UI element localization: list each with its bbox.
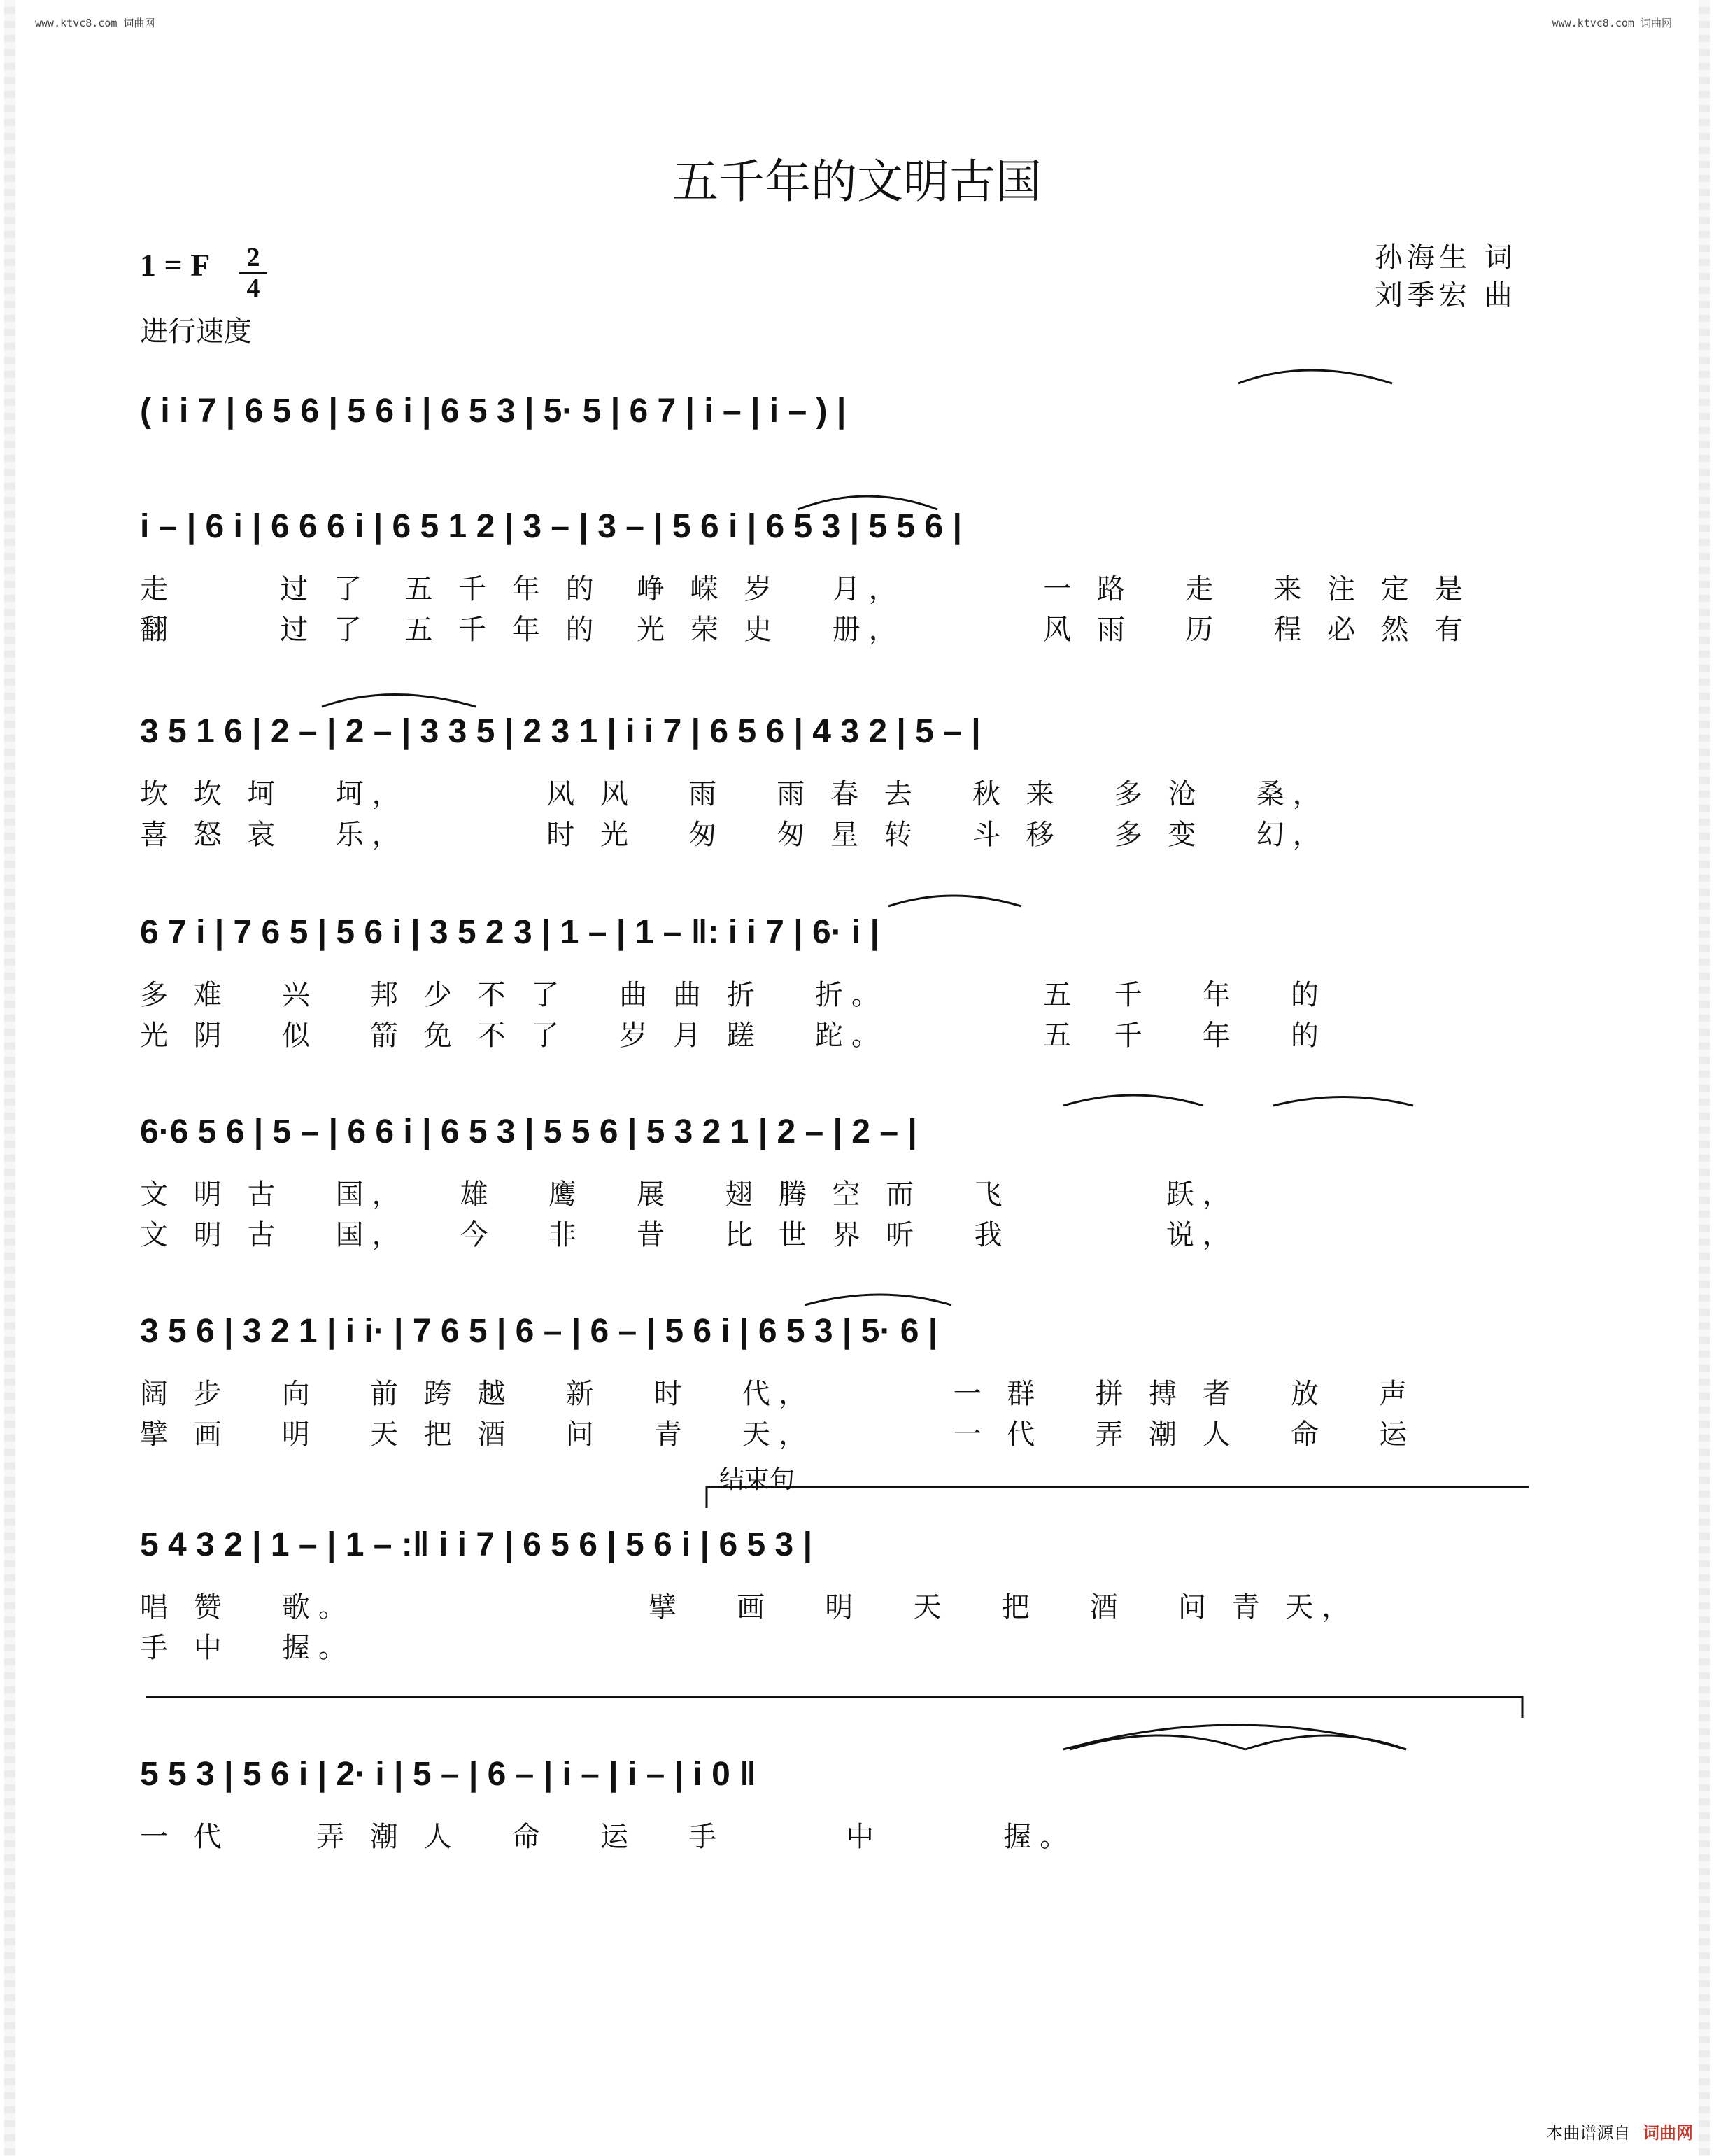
notation-line: 6 7 i | 7 6 5 | 5 6 i | 3 5 2 3 | 1 – | 1 – ‖: i i 7 | 6· i | [140, 914, 880, 951]
notation-line: 5 4 3 2 | 1 – | 1 – :‖ i i 7 | 6 5 6 | 5 6 i | 6 5 3 | [140, 1526, 813, 1563]
notation-line: 3 5 1 6 | 2 – | 2 – | 3 3 5 | 2 3 1 | i i 7 | 6 5 6 | 4 3 2 | 5 – | [140, 713, 981, 750]
composer-credit: 刘季宏 曲 [1375, 279, 1517, 311]
song-title: 五千年的文明古国 [672, 155, 1042, 209]
notation-line: 5 5 3 | 5 6 i | 2· i | 5 – | 6 – | i – | i – | i 0 ‖ [140, 1756, 756, 1793]
lyrics-verse-2: 手 中 握。 [140, 1632, 355, 1664]
notation-line: i – | 6 i | 6 6 6 i | 6 5 1 2 | 3 – | 3 – | 5 6 i | 6 5 3 | 5 5 6 | [140, 508, 962, 545]
coda-bracket [146, 1697, 1522, 1718]
ending-label: 结束句 [719, 1465, 795, 1494]
slur [1238, 370, 1392, 383]
time-signature-bottom: 4 [246, 274, 260, 303]
slur [1063, 1095, 1203, 1106]
lyrics-verse-1: 一 代 弄 潮 人 命 运 手 中 握。 [140, 1821, 1077, 1853]
notation-line: 6·6 5 6 | 5 – | 6 6 i | 6 5 3 | 5 5 6 | 5 3 2 1 | 2 – | 2 – | [140, 1113, 917, 1150]
lyrics-verse-1: 唱 赞 歌。 擘 画 明 天 把 酒 问 青 天， [140, 1591, 1359, 1623]
time-signature-top: 2 [246, 243, 260, 272]
slur [888, 896, 1021, 906]
key-signature: 1 = F [140, 247, 211, 283]
lyrics-verse-2: 翻 过 了 五 千 年 的 光 荣 史 册， 风 雨 历 程 必 然 有 [140, 614, 1471, 646]
footer-source-text: 本曲谱源自 [1546, 2123, 1631, 2143]
notation-line: 3 5 6 | 3 2 1 | i i· | 7 6 5 | 6 – | 6 – | 5 6 i | 6 5 3 | 5· 6 | [140, 1313, 938, 1350]
tempo-marking: 进行速度 [140, 316, 252, 348]
watermark-right: www.ktvc8.com 词曲网 [1552, 17, 1672, 29]
watermark-left: www.ktvc8.com 词曲网 [35, 17, 155, 29]
slur [805, 1295, 951, 1305]
slur [798, 496, 937, 509]
lyrics-verse-1: 走 过 了 五 千 年 的 峥 嵘 岁 月， 一 路 走 来 注 定 是 [140, 573, 1471, 605]
notation-line: ( i i 7 | 6 5 6 | 5 6 i | 6 5 3 | 5· 5 | 6 7 | i – | i – ) | [140, 393, 847, 430]
slur [1273, 1097, 1413, 1106]
ending-bracket [707, 1487, 1529, 1508]
lyrics-verse-1: 文 明 古 国， 雄 鹰 展 翅 腾 空 而 飞 跃， [140, 1178, 1239, 1211]
lyrics-verse-2: 文 明 古 国， 今 非 昔 比 世 界 听 我 说， [140, 1219, 1239, 1251]
lyrics-verse-1: 阔 步 向 前 跨 越 新 时 代， 一 群 拼 搏 者 放 声 [140, 1378, 1416, 1410]
slur [1070, 1735, 1245, 1749]
lyrics-verse-2: 擘 画 明 天 把 酒 问 青 天， 一 代 弄 潮 人 命 运 [140, 1418, 1416, 1451]
lyrics-verse-1: 坎 坎 坷 坷， 风 风 雨 雨 春 去 秋 来 多 沧 桑， [140, 778, 1329, 810]
lyrics-verse-1: 多 难 兴 邦 少 不 了 曲 曲 折 折。 五 千 年 的 [140, 979, 1328, 1011]
lyrics-verse-2: 光 阴 似 箭 免 不 了 岁 月 蹉 跎。 五 千 年 的 [140, 1020, 1328, 1052]
lyricist-credit: 孙海生 词 [1375, 241, 1517, 274]
lyrics-verse-2: 喜 怒 哀 乐， 时 光 匆 匆 星 转 斗 移 多 变 幻， [140, 819, 1329, 851]
footer-credit [1546, 2119, 1693, 2143]
footer-brand[interactable]: 词曲网 [1643, 2123, 1693, 2143]
slur [322, 695, 476, 707]
